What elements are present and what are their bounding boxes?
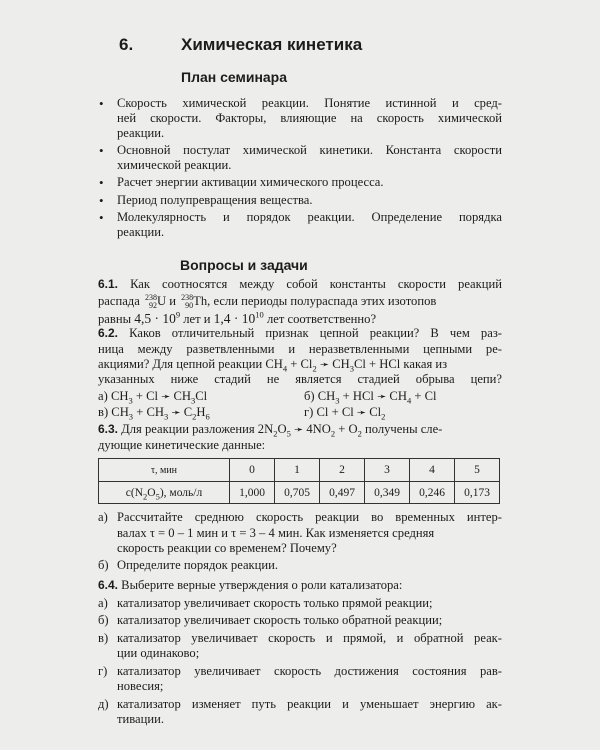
option-line: ции одинаково; (117, 646, 200, 660)
subquestion-line: валах τ = 0 – 1 мин и τ = 3 – 4 мин. Как изменяется средняя (117, 526, 435, 540)
bullet-icon: • (99, 96, 104, 111)
question-number: 6.3. (98, 422, 119, 436)
question-line: ница между разветвленными и неразветвленными цепными ре- (98, 342, 502, 356)
plan-item-line: Основной постулат химической кинетики. Константа скорости (117, 143, 502, 157)
subquestion-line: Рассчитайте среднюю скорость реакции во временных интер- (117, 510, 502, 524)
option-label: г) (98, 664, 108, 678)
question-number: 6.4. (98, 578, 119, 592)
question-text: получены сле- (364, 422, 443, 436)
option-line: катализатор изменяет путь реакции и уменьшает энергию ак- (117, 697, 502, 711)
table-cell: 5 (455, 459, 500, 482)
option-label: д) (98, 697, 109, 711)
question-line (98, 578, 402, 593)
question-number: 6.1. (98, 277, 119, 291)
question-text: какая из (403, 357, 448, 371)
question-line (98, 326, 502, 341)
chapter-number: 6. (119, 35, 134, 54)
table-cell: 1,000 (230, 482, 275, 504)
plan-item-line: Расчет энергии активации химического процесса. (117, 175, 384, 189)
table-cell: 0,497 (320, 482, 365, 504)
plan-item-line: Период полупревращения вещества. (117, 193, 313, 207)
option-line: новесия; (117, 679, 164, 693)
table-header-time: τ, мин (99, 459, 230, 482)
thorium-nuclide-index: 238 90 (181, 293, 194, 310)
table-cell: 0,705 (275, 482, 320, 504)
table-cell: 1 (275, 459, 320, 482)
table-cell: 2 (320, 459, 365, 482)
option-v: в) $CH_3 + CH_3$ ➛ $C_2H_6$ (98, 405, 210, 422)
table-cell: 0,349 (365, 482, 410, 504)
question-line (98, 277, 502, 292)
question-text: равны (98, 312, 132, 326)
half-life-thorium: $1,4 \cdot 10^{10}$ (213, 309, 264, 326)
uranium-nuclide-index: 238 92 (144, 293, 157, 310)
table-cell: 4 (410, 459, 455, 482)
chapter-title: Химическая кинетика (181, 35, 363, 54)
bullet-icon: • (99, 143, 104, 158)
question-line: указанных ниже стадий не является стадией обрыва цепи? (98, 372, 502, 386)
question-text: акциями? Для цепной реакции (98, 357, 263, 371)
option-label: б) (98, 613, 109, 627)
bullet-icon: • (99, 210, 104, 225)
table-cell: 0,246 (410, 482, 455, 504)
option-line: катализатор увеличивает скорость достижения состояния рав- (117, 664, 502, 678)
subquestion-label: б) (98, 558, 109, 572)
kinetics-table (98, 458, 500, 504)
question-text: распада (98, 294, 140, 308)
table-row-concentration (99, 482, 500, 504)
reaction-formula: $CH_3 + Cl$ ➛ $CH_3Cl$ (110, 389, 208, 406)
subquestion-line: скорость реакции со временем? Почему? (117, 541, 337, 555)
reaction-formula: $CH_3$ + HCl ➛ $CH_4 + Cl$ (317, 389, 437, 406)
option-label: а) (98, 596, 108, 610)
question-line: дующие кинетические данные: (98, 438, 266, 452)
plan-item-line: химической реакции. (117, 158, 232, 172)
thorium-symbol: Th (193, 294, 208, 308)
plan-item-line: Молекулярность и порядок реакции. Определение порядка (117, 210, 502, 224)
option-g: г) Cl + Cl ➛ $Cl_2$ (304, 405, 386, 422)
question-text: Как соотносятся между собой константы скорости реакций (130, 277, 502, 291)
seminar-plan-heading: План семинара (181, 69, 288, 85)
question-line (98, 311, 502, 327)
option-line: катализатор увеличивает скорость только обратной реакции; (117, 613, 443, 627)
question-text: Для реакции разложения (121, 422, 255, 436)
uranium-symbol: U (156, 294, 167, 308)
time-interval: τ = 3 – 4 (231, 526, 275, 540)
table-cell: 3 (365, 459, 410, 482)
plan-item-line: реакции. (117, 225, 165, 239)
question-line (98, 294, 502, 310)
option-label: в) (98, 631, 109, 645)
subquestion-label: а) (98, 510, 108, 524)
half-life-uranium: $4,5 \cdot 10^9$ (134, 309, 181, 326)
option-line: катализатор увеличивает скорость только прямой реакции; (117, 596, 433, 610)
question-text: Каков отличительный признак цепной реакции? В чем раз- (129, 326, 502, 340)
question-text: Выберите верные утверждения о роли катализатора: (121, 578, 403, 592)
questions-heading: Вопросы и задачи (180, 257, 308, 273)
plan-item-line: Скорость химической реакции. Понятие истинной и сред- (117, 96, 502, 110)
decomposition-equation: $2N_2O_5$ ➛ $4NO_2 + O_2$ (257, 422, 362, 439)
time-interval: τ = 0 – 1 (149, 526, 194, 540)
question-text: , если периоды полураспада этих изотопов (207, 294, 437, 308)
table-header-concentration: $c(N_2O_5)$, моль/л (99, 482, 230, 504)
question-text: и (169, 294, 176, 308)
option-b: б) $CH_3$ + HCl ➛ $CH_4 + Cl$ (304, 389, 437, 406)
table-cell: 0,173 (455, 482, 500, 504)
option-line: катализатор увеличивает скорость и прямой, и обратной реак- (117, 631, 502, 645)
chain-reaction-equation: $CH_4 + Cl_2$ ➛ $CH_3Cl$ + HCl (265, 357, 401, 374)
plan-item-line: реакции. (117, 126, 165, 140)
question-text: лет и (183, 312, 211, 326)
reaction-formula: Cl + Cl ➛ $Cl_2$ (316, 405, 386, 422)
question-text: лет соответственно? (266, 312, 377, 326)
question-line (98, 357, 502, 373)
bullet-icon: • (99, 175, 104, 190)
question-number: 6.2. (98, 326, 119, 340)
table-cell: 0 (230, 459, 275, 482)
subquestion-line: Определите порядок реакции. (117, 558, 279, 572)
bullet-icon: • (99, 193, 104, 208)
plan-item-line: ней скорости. Факторы, влияющие на скорость химической (117, 111, 502, 125)
option-a: а) $CH_3 + Cl$ ➛ $CH_3Cl$ (98, 389, 208, 406)
reaction-formula: $CH_3 + CH_3$ ➛ $C_2H_6$ (111, 405, 210, 422)
table-row-time (99, 459, 500, 482)
question-line (98, 422, 502, 438)
option-line: тивации. (117, 712, 164, 726)
